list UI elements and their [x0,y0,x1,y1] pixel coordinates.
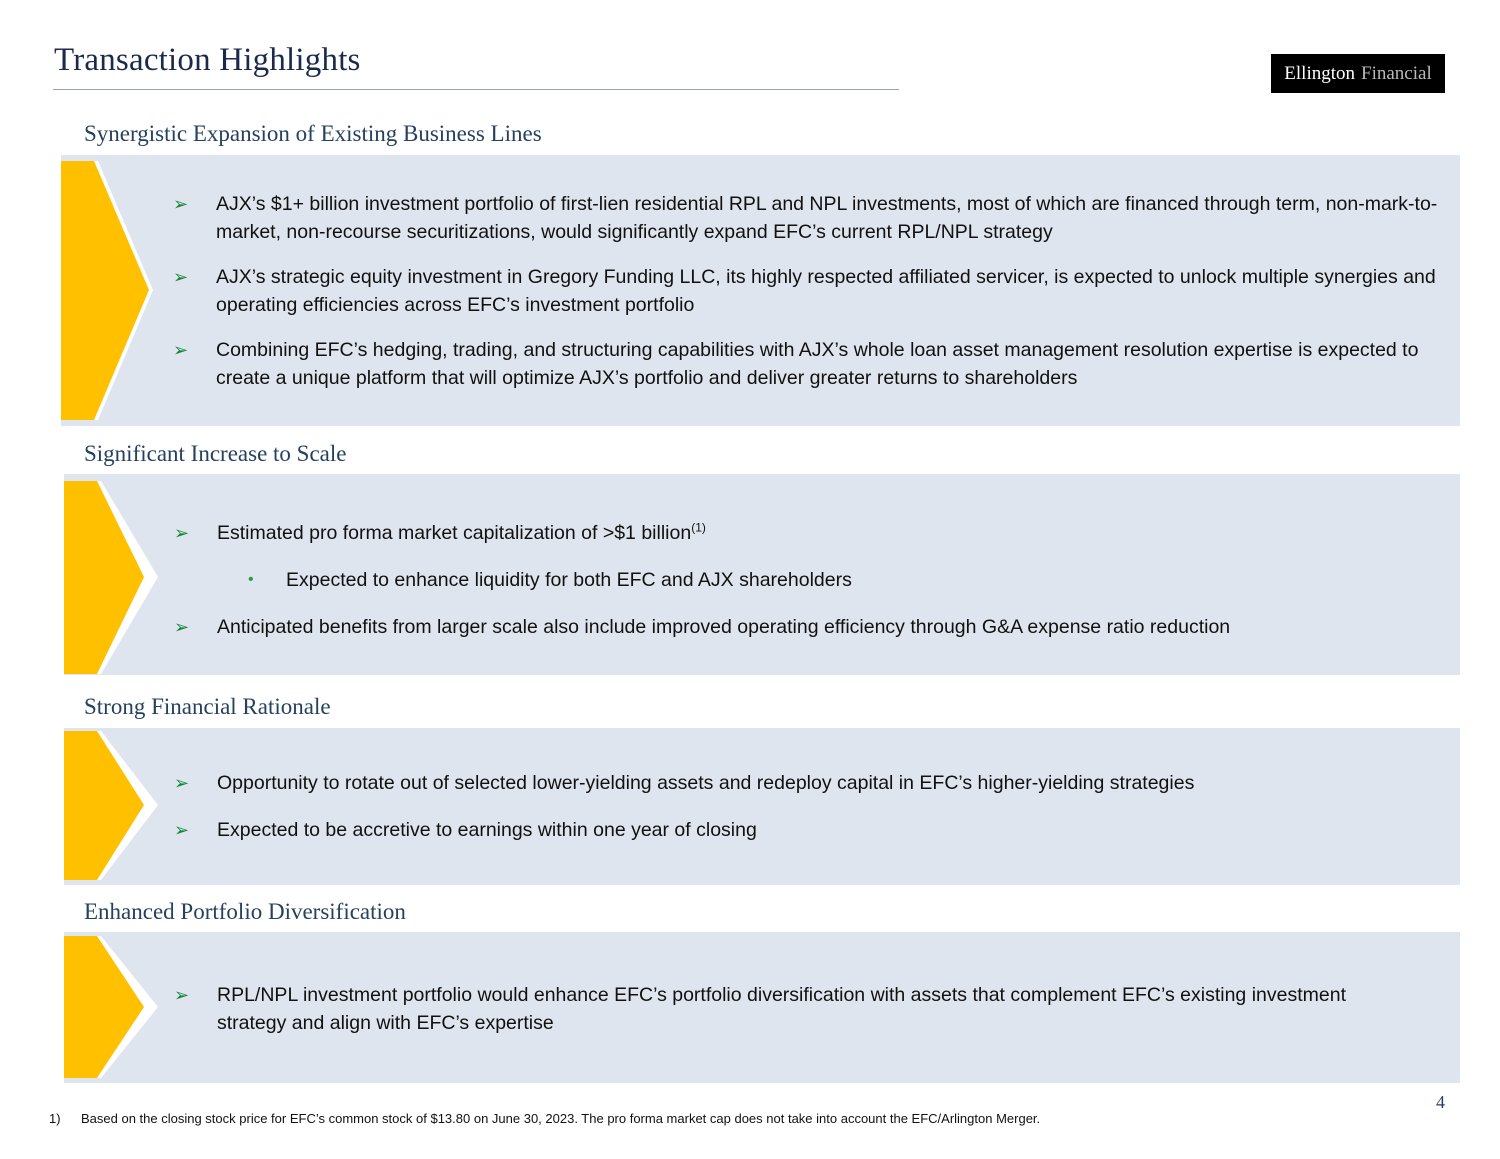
section-bullets-increase-to-scale [174,519,1439,641]
bullet-text: Estimated pro forma market capitalization of >$1 billion [217,522,692,544]
chevron-arrow-icon [64,731,160,880]
bullet-text: Opportunity to rotate out of selected lower-yielding assets and redeploy capital in EFC’s higher-yielding strategies [217,772,1195,794]
list-item [174,769,1439,797]
footnote-reference: (1) [691,520,706,535]
bullet-text: RPL/NPL investment portfolio would enhance EFC’s portfolio diversification with assets that complement EFC’s existing investment strategy and align with EFC’s expertise [217,984,1346,1034]
section-title-increase-to-scale: Significant Increase to Scale [84,441,347,466]
bullet-text: AJX’s strategic equity investment in Gregory Funding LLC, its highly respected affiliated servicer, is expected to unlock multiple synergies and operating efficiencies across EFC’s investment portfolio [216,266,1436,316]
chevron-arrow-icon [64,481,160,674]
chevron-arrow-icon [61,161,157,420]
arrow-bullet-icon: ➢ [174,985,190,1005]
chevron-arrow-icon [64,936,160,1078]
arrow-bullet-icon: ➢ [174,617,190,637]
arrow-bullet-icon: ➢ [174,523,190,543]
sub-bullet-text: Expected to enhance liquidity for both EFC and AJX shareholders [286,569,852,591]
bullet-text: Expected to be accretive to earnings within one year of closing [217,819,757,841]
list-item [174,519,1439,547]
arrow-bullet-icon: ➢ [174,773,190,793]
title-divider [53,89,899,90]
ellington-financial-logo [1271,54,1445,93]
list-item [174,613,1439,641]
section-title-synergistic-expansion: Synergistic Expansion of Existing Business Lines [84,121,542,146]
footnote-text: Based on the closing stock price for EFC’s common stock of $13.80 on June 30, 2023. The pro forma market cap does not take into account the EFC/Arlington Merger. [81,1111,1041,1126]
footnote [49,1111,1040,1126]
bullet-text: Anticipated benefits from larger scale also include improved operating efficiency through G&A expense ratio reduction [217,616,1231,638]
list-item [174,981,1419,1037]
section-title-financial-rationale: Strong Financial Rationale [84,694,331,719]
list-item [174,566,1439,594]
arrow-bullet-icon: ➢ [173,267,189,287]
list-item [174,816,1439,844]
list-item [173,190,1438,246]
arrow-bullet-icon: ➢ [173,194,189,214]
page-title: Transaction Highlights [54,42,361,78]
section-bullets-financial-rationale [174,769,1439,844]
logo-text-financial: Financial [1361,62,1432,84]
bullet-text: Combining EFC’s hedging, trading, and structuring capabilities with AJX’s whole loan asset management resolution expertise is expected to create a unique platform that will optimize AJX’s portfolio and deliver greater returns to shareholders [216,339,1419,389]
arrow-bullet-icon: ➢ [173,340,189,360]
page-number: 4 [1436,1092,1445,1112]
bullet-text: AJX’s $1+ billion investment portfolio of first-lien residential RPL and NPL investments, most of which are financed through term, non-mark-to-market, non-recourse securitizations, would significantly expand EFC’s current RPL/NPL strategy [216,193,1438,243]
list-item [173,263,1438,319]
logo-text-ellington: Ellington [1284,62,1356,84]
dot-bullet-icon: • [248,571,254,588]
section-bullets-portfolio-diversification [174,981,1419,1037]
footnote-marker: 1) [49,1111,61,1126]
arrow-bullet-icon: ➢ [174,820,190,840]
section-title-portfolio-diversification: Enhanced Portfolio Diversification [84,899,406,924]
section-bullets-synergistic-expansion [173,190,1438,392]
list-item [173,336,1438,392]
